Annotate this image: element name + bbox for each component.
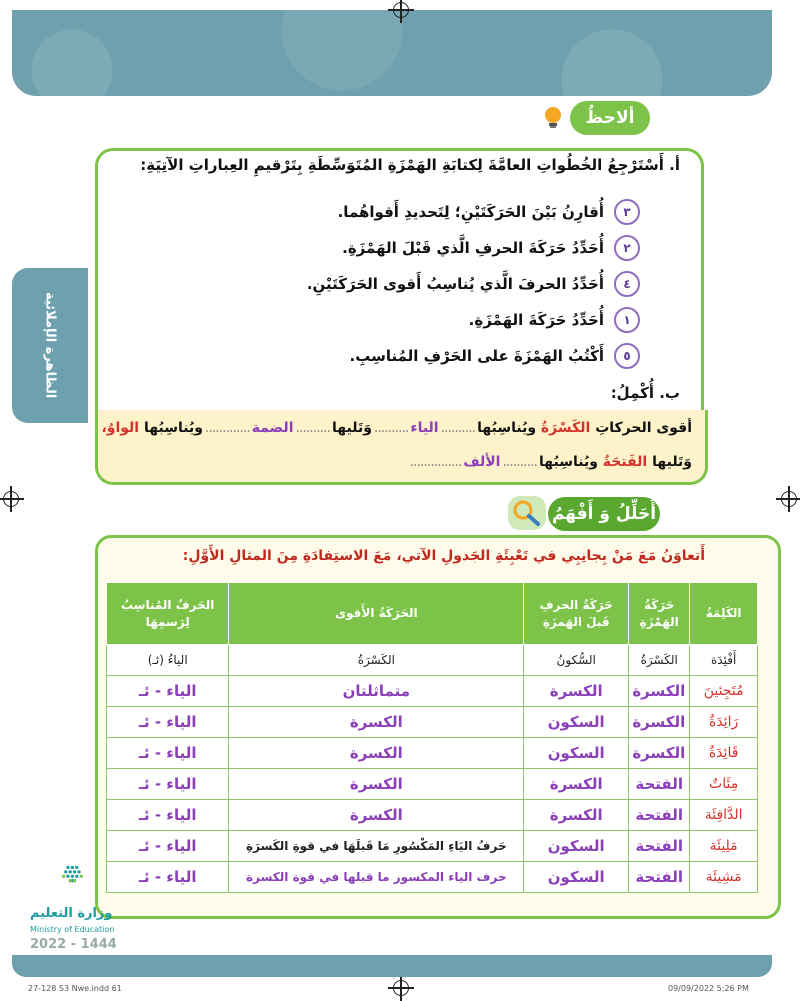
- step-text: أُقارِنُ بَيْنَ الحَرَكَتَيْنِ؛ لِتَحديدِ أَقواهُما.: [337, 203, 604, 221]
- table-row-example: [107, 645, 758, 676]
- column-header: حَرَكَةُ الهَمْزَةِ: [629, 583, 690, 645]
- table-cell-answer[interactable]: الفتحة: [629, 862, 690, 893]
- table-cell-answer[interactable]: الياء - ئـ: [107, 800, 229, 831]
- step-item: [307, 271, 640, 297]
- table-cell-answer[interactable]: متماثلتان: [229, 676, 524, 707]
- ministry-logo-icon: [30, 862, 150, 906]
- analyze-heading: أُحَلِّلُ وَ أَفْهَمُ: [548, 497, 660, 531]
- table-cell-answer[interactable]: حَرفُ اليَاءِ المَكْسُورِ مَا قَبلَهَا في قوةِ الكَسرَةِ: [229, 831, 524, 862]
- observe-heading: ألاحظُ: [570, 101, 650, 135]
- step-text: أُحَدِّدُ الحرفَ الَّذي يُناسِبُ أَقوى الحَرَكَتَيْنِ.: [306, 275, 604, 293]
- table-cell-answer[interactable]: الياء - ئـ: [107, 707, 229, 738]
- step-item: [338, 199, 640, 225]
- side-tab-label: الظاهرة الإملائية: [42, 292, 58, 399]
- step-text: أُحَدِّدُ حَرَكَةَ الهَمْزَةِ.: [468, 311, 604, 329]
- step-number: ٥: [614, 343, 640, 369]
- column-header: الكَلِمَةُ: [690, 583, 758, 645]
- table-row: [107, 676, 758, 707]
- ministry-subtitle: Ministry of Education: [30, 925, 115, 934]
- table-row: [107, 707, 758, 738]
- table-cell-answer[interactable]: حرف الياء المكسور ما قبلها في قوة الكسرة: [229, 862, 524, 893]
- table-cell: الكَسْرَةُ: [229, 645, 524, 676]
- registration-mark-icon: [781, 491, 797, 507]
- table-cell-answer[interactable]: الياء - ئـ: [107, 738, 229, 769]
- table-cell-word: مَلِيئَة: [690, 831, 758, 862]
- blank-answer[interactable]: الألف: [463, 454, 501, 470]
- blank-answer[interactable]: الضمة: [251, 420, 294, 436]
- table-row: [107, 800, 758, 831]
- top-banner: [12, 10, 772, 96]
- table-cell-answer[interactable]: الفتحة: [629, 831, 690, 862]
- table-cell-answer[interactable]: الياء - ئـ: [107, 831, 229, 862]
- table-cell-word: أَفْئِدَة: [690, 645, 758, 676]
- table-cell-answer[interactable]: السكون: [524, 707, 629, 738]
- table-cell-answer[interactable]: الكسرة: [229, 707, 524, 738]
- table-cell: السُّكونُ: [524, 645, 629, 676]
- table-row: [107, 738, 758, 769]
- side-tab: [12, 268, 88, 423]
- table-cell-word: رَائِدَةٌ: [690, 707, 758, 738]
- lightbulb-icon: [542, 104, 564, 130]
- table-cell-answer[interactable]: الكسرة: [629, 707, 690, 738]
- bottom-band: [12, 955, 772, 977]
- table-row: [107, 769, 758, 800]
- table-cell-word: مُتَجِئينَ: [690, 676, 758, 707]
- ministry-name: وزارة التعليم: [30, 906, 113, 921]
- column-header: الحَرفُ المُناسِبُ لِرَسمِهَا: [107, 583, 229, 645]
- step-text: أَكْتُبُ الهَمْزَةَ على الحَرْفِ المُناسِبِ.: [349, 347, 604, 365]
- table-cell-answer[interactable]: الفتحة: [629, 800, 690, 831]
- print-date-label: 09/09/2022 5:26 PM: [668, 984, 749, 993]
- table-cell-answer[interactable]: الكسرة: [524, 800, 629, 831]
- table-cell-answer[interactable]: السكون: [524, 862, 629, 893]
- step-item: [469, 307, 640, 333]
- step-number: ٢: [614, 235, 640, 261]
- table-cell-answer[interactable]: الفتحة: [629, 769, 690, 800]
- table-cell-answer[interactable]: السكون: [524, 738, 629, 769]
- fill-line-1: أقوى الحركاتِ الكَسْرَةُ ويُناسِبُها .......... الياء .......... وَتَليها .......... الضمة ............. ويُناسِبُها الواوُ،: [101, 420, 692, 436]
- table-cell: الياءُ (ئـ): [107, 645, 229, 676]
- table-cell-answer[interactable]: الياء - ئـ: [107, 769, 229, 800]
- registration-mark-icon: [393, 2, 409, 18]
- fill-line-2: وَتَليها الفَتحَةُ ويُناسِبُها .......... الألف ...............: [409, 454, 692, 470]
- table-cell: الكَسْرَةُ: [629, 645, 690, 676]
- instruction-text: أَتعاوَنُ مَعَ مَنْ بِجانِبِي في تَعْبِئَةِ الجَدولِ الآتي، مَعَ الاستِفادَةِ مِنَ المثالِ الأَوَّلِ:: [182, 548, 705, 564]
- table-cell-answer[interactable]: الكسرة: [629, 738, 690, 769]
- table-cell-answer[interactable]: الياء - ئـ: [107, 676, 229, 707]
- table-row: [107, 831, 758, 862]
- table-cell-answer[interactable]: الكسرة: [229, 769, 524, 800]
- step-number: ١: [614, 307, 640, 333]
- table-cell-word: مَشِيئَة: [690, 862, 758, 893]
- task-a-text: أ. أَسْتَرْجِعُ الخُطُواتِ العامَّةَ لِكتابَةِ الهَمْزَةِ المُتَوَسِّطَةِ بِتَرْقيمِ العِباراتِ الآتِيَةِ:: [140, 156, 680, 174]
- magnifier-icon: [508, 496, 546, 530]
- table-cell-answer[interactable]: الياء - ئـ: [107, 862, 229, 893]
- registration-mark-icon: [3, 491, 19, 507]
- column-header: حَرَكَةُ الحرفِ قَبلَ الهَمزَةِ: [524, 583, 629, 645]
- table-cell-answer[interactable]: الكسرة: [524, 769, 629, 800]
- table-cell-answer[interactable]: الكسرة: [229, 800, 524, 831]
- task-b-text: ب. أُكْمِلُ:: [610, 384, 680, 402]
- table-cell-answer[interactable]: الكسرة: [524, 676, 629, 707]
- step-item: [342, 235, 640, 261]
- step-text: أُحَدِّدُ حَرَكَةَ الحرفِ الَّذي قَبْلَ الهَمْزَةِ.: [342, 239, 604, 257]
- table-cell-answer[interactable]: الكسرة: [229, 738, 524, 769]
- table-cell-answer[interactable]: الكسرة: [629, 676, 690, 707]
- print-file-label: 27-128 S3 Nwe.indd 61: [28, 984, 122, 993]
- blank-answer[interactable]: الياء: [410, 420, 439, 436]
- edition-year: 2022 - 1444: [30, 937, 117, 952]
- table-cell-answer[interactable]: السكون: [524, 831, 629, 862]
- answer-table: [106, 582, 758, 893]
- step-item: [350, 343, 640, 369]
- table-cell-word: الدَّافِئَة: [690, 800, 758, 831]
- table-cell-word: مِئَاتٌ: [690, 769, 758, 800]
- table-row: [107, 862, 758, 893]
- table-cell-word: قَائِدَةٌ: [690, 738, 758, 769]
- step-number: ٣: [614, 199, 640, 225]
- registration-mark-icon: [393, 980, 409, 996]
- column-header: الحَرَكَةُ الأَقوى: [229, 583, 524, 645]
- step-number: ٤: [614, 271, 640, 297]
